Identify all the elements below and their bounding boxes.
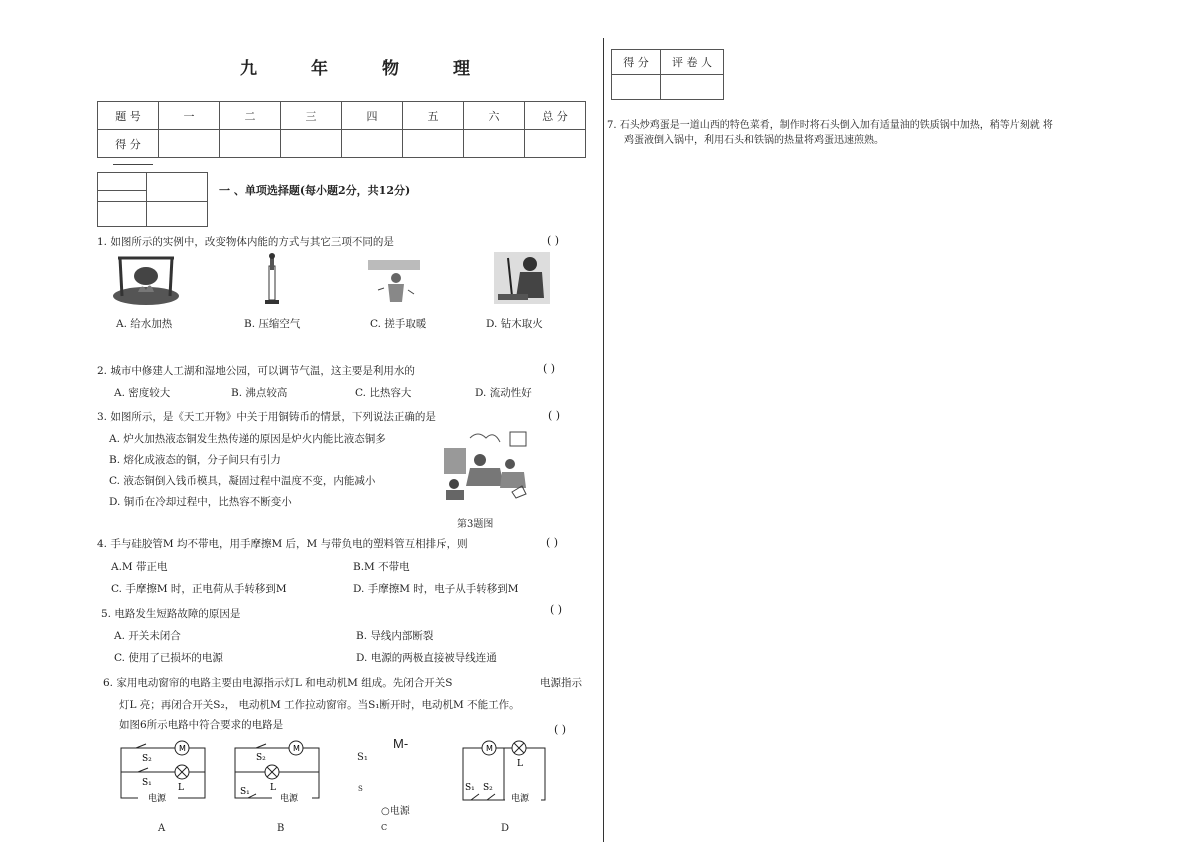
score-input-cell[interactable]: [464, 130, 525, 158]
answer-blank[interactable]: ( ): [554, 723, 567, 736]
grader-score-label: 得 分: [612, 50, 661, 75]
score-header-cell: 题 号: [98, 102, 159, 130]
divider: [113, 164, 153, 165]
circuit-a-diagram: [118, 738, 208, 804]
circuit-b-diagram: [232, 738, 322, 804]
score-table: [97, 101, 586, 158]
page-title: [240, 54, 524, 79]
lamp-label: L: [178, 783, 184, 793]
circuit-label-c[interactable]: C: [381, 823, 388, 832]
section-heading: 一 、单项选择题(每小题2分，共12分): [219, 184, 411, 197]
power-label: 电源: [511, 794, 530, 804]
score-header-cell: 四: [342, 102, 403, 130]
piston-image: [262, 252, 282, 306]
grader-reviewer-label: 评 卷 人: [661, 50, 724, 75]
coin-casting-image: [440, 430, 532, 502]
kettle-fire-image: [112, 252, 180, 306]
circuit-label-b[interactable]: B: [277, 823, 285, 834]
option-d[interactable]: D. 电源的两极直接被导线连通: [356, 652, 497, 664]
answer-blank[interactable]: ( ): [543, 362, 556, 375]
rubbing-hands-image: [368, 260, 420, 304]
switch-label: S₁: [465, 783, 475, 793]
answer-blank[interactable]: ( ): [546, 536, 559, 549]
title-char: 理: [453, 59, 470, 79]
question-7-line2: 鸡蛋液倒入锅中，利用石头和铁锅的热量将鸡蛋迅速煎熟。: [624, 135, 884, 146]
grader-cell[interactable]: [612, 75, 661, 100]
switch-label: S₁: [240, 787, 250, 797]
score-input-cell[interactable]: [220, 130, 281, 158]
question-4-stem: 4. 手与硅胶管M 均不带电，用手摩擦M 后，M 与带负电的塑料管互相排斥，则: [97, 538, 468, 550]
motor-symbol: M: [179, 744, 186, 753]
grader-cell[interactable]: [98, 173, 147, 191]
circuit-d-diagram: [459, 738, 549, 804]
grader-box-left: [97, 172, 208, 227]
option-c[interactable]: C. 比热容大: [355, 387, 412, 399]
score-input-cell[interactable]: [159, 130, 220, 158]
score-header-cell: 五: [403, 102, 464, 130]
answer-blank[interactable]: ( ): [550, 603, 563, 616]
score-header-cell: 三: [281, 102, 342, 130]
score-header-cell: 一: [159, 102, 220, 130]
option-a[interactable]: A. 炉火加热液态铜发生热传递的原因是炉火内能比液态铜多: [109, 433, 386, 445]
score-row-label: 得 分: [98, 130, 159, 158]
option-d[interactable]: D. 流动性好: [475, 387, 532, 399]
grader-box-right: [611, 49, 724, 100]
option-b[interactable]: B.M 不带电: [353, 561, 410, 573]
score-input-cell[interactable]: [281, 130, 342, 158]
option-d[interactable]: D. 钻木取火: [486, 318, 543, 330]
question-6-line3: 如图6所示电路中符合要求的电路是: [119, 719, 284, 731]
motor-symbol: M: [486, 744, 493, 753]
lamp-label: L: [270, 783, 276, 793]
option-a[interactable]: A. 给水加热: [116, 318, 173, 330]
option-b[interactable]: B. 沸点较高: [231, 387, 288, 399]
switch-label: S₁: [142, 778, 152, 788]
question-5-stem: 5. 电路发生短路故障的原因是: [101, 608, 241, 620]
grader-cell[interactable]: [661, 75, 724, 100]
score-input-cell[interactable]: [403, 130, 464, 158]
option-c[interactable]: C. 液态铜倒入钱币模具，凝固过程中温度不变，内能减小: [109, 475, 376, 487]
question-2-stem: 2. 城市中修建人工湖和湿地公园，可以调节气温，这主要是利用水的: [97, 365, 415, 377]
circuit-label-a[interactable]: A: [158, 823, 166, 834]
power-label: 电源: [148, 794, 167, 804]
score-input-cell[interactable]: [342, 130, 403, 158]
circuit-label-d[interactable]: D: [501, 823, 510, 834]
grader-cell[interactable]: [98, 202, 147, 227]
title-char: 九: [240, 59, 257, 79]
option-a[interactable]: A.M 带正电: [111, 561, 168, 573]
switch-label-c: S₁: [357, 752, 368, 763]
question-3-stem: 3. 如图所示，是《天工开物》中关于用铜铸币的情景，下列说法正确的是: [97, 411, 436, 423]
option-b[interactable]: B. 导线内部断裂: [356, 630, 434, 642]
figure-caption: 第3题图: [457, 519, 494, 530]
option-b[interactable]: B. 压缩空气: [244, 318, 301, 330]
lamp-label: L: [517, 759, 523, 769]
option-c[interactable]: C. 使用了已损坏的电源: [114, 652, 223, 664]
drilling-fire-image: [494, 252, 550, 304]
grader-cell[interactable]: [147, 173, 208, 202]
score-header-cell: 二: [220, 102, 281, 130]
option-d[interactable]: D. 手摩擦M 时，电子从手转移到M: [353, 583, 519, 595]
answer-blank[interactable]: ( ): [547, 234, 560, 247]
title-char: 物: [382, 59, 399, 79]
power-label-c: ○电源: [381, 806, 410, 817]
switch-label-c2: S: [358, 785, 363, 793]
option-c[interactable]: C. 搓手取暖: [370, 318, 427, 330]
title-char: 年: [311, 59, 328, 79]
question-1-stem: 1. 如图所示的实例中，改变物体内能的方式与其它三项不同的是: [97, 236, 394, 248]
grader-cell[interactable]: [98, 191, 147, 202]
motor-label-c: M-: [393, 736, 409, 751]
option-a[interactable]: A. 开关未闭合: [114, 630, 181, 642]
switch-label: S₂: [142, 754, 152, 764]
score-header-cell: 总 分: [525, 102, 586, 130]
question-7-line1: 7. 石头炒鸡蛋是一道山西的特色菜肴，制作时将石头倒入加有适量油的铁质锅中加热，稍等片刻就 将: [607, 120, 1053, 131]
option-a[interactable]: A. 密度较大: [114, 387, 171, 399]
column-divider: [603, 38, 604, 842]
switch-label: S₂: [256, 753, 266, 763]
answer-blank[interactable]: ( ): [548, 409, 561, 422]
option-d[interactable]: D. 铜币在冷却过程中，比热容不断变小: [109, 496, 292, 508]
option-b[interactable]: B. 熔化成液态的铜，分子间只有引力: [109, 454, 281, 466]
power-label: 电源: [280, 794, 299, 804]
option-c[interactable]: C. 手摩擦M 时，正电荷从手转移到M: [111, 583, 287, 595]
score-header-cell: 六: [464, 102, 525, 130]
grader-cell[interactable]: [147, 202, 208, 227]
question-6-line2: 灯L 亮；再闭合开关S₂， 电动机M 工作拉动窗帘。当S₁断开时，电动机M 不能工作。: [119, 699, 520, 711]
switch-label: S₂: [483, 783, 493, 793]
score-input-cell[interactable]: [525, 130, 586, 158]
question-6-line1-tail: 电源指示: [540, 677, 582, 689]
motor-symbol: M: [293, 744, 300, 753]
question-6-line1: 6. 家用电动窗帘的电路主要由电源指示灯L 和电动机M 组成。先闭合开关S: [103, 677, 453, 689]
